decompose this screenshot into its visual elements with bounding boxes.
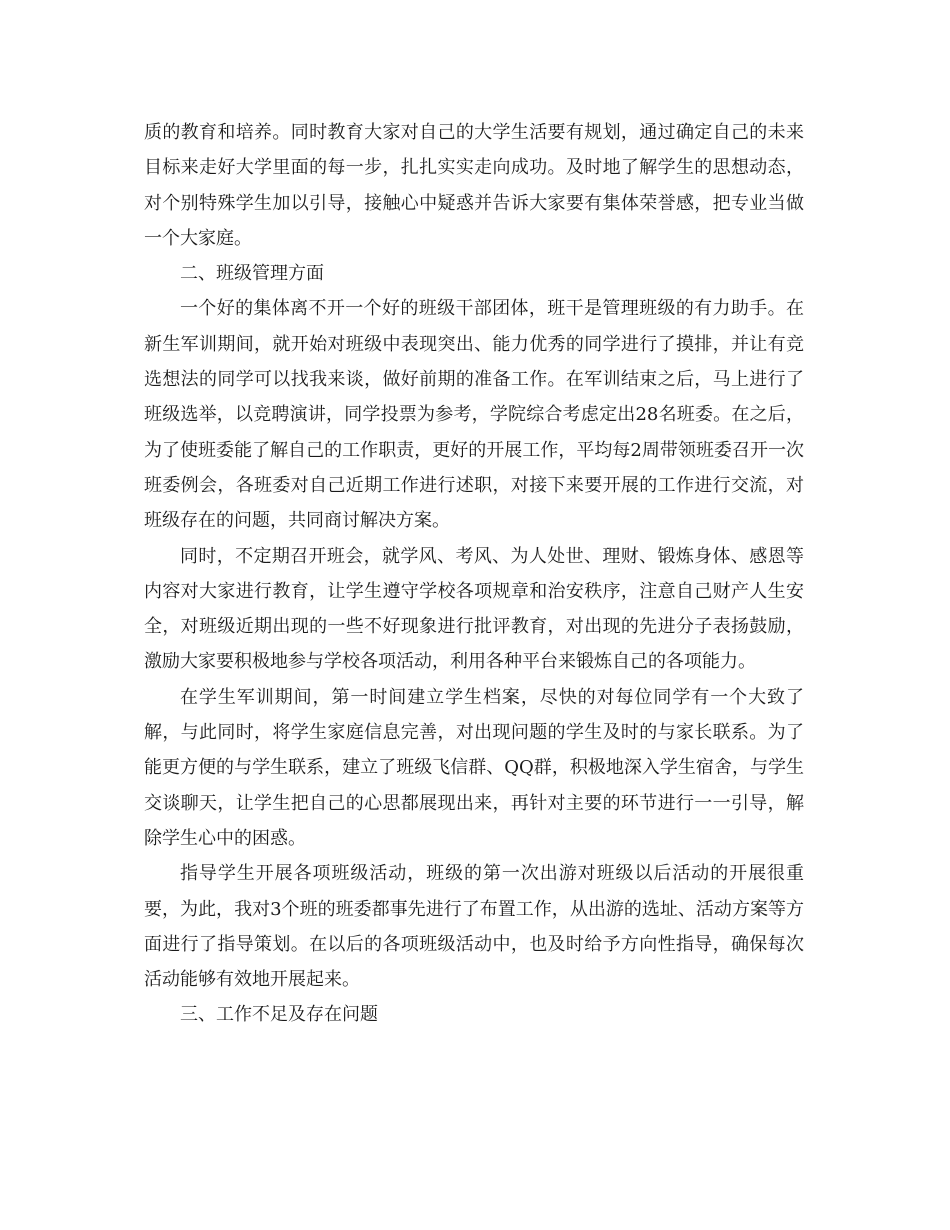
paragraph-class-activities: 指导学生开展各项班级活动，班级的第一次出游对班级以后活动的开展很重要，为此，我对3个班的班委都事先进行了布置工作，从出游的选址、活动方案等方面进行了指导策划。在以后的各项班级活动中，也及时给予方向性指导，确保每次活动能够有效地开展起来。 xyxy=(144,863,804,991)
section-heading-shortcomings: 三、工作不足及存在问题 xyxy=(180,1004,378,1026)
document-body xyxy=(144,115,804,1033)
section-heading-class-management: 二、班级管理方面 xyxy=(180,263,324,285)
paragraph-student-records: 在学生军训期间，第一时间建立学生档案，尽快的对每位同学有一个大致了解，与此同时，将学生家庭信息完善，对出现问题的学生及时的与家长联系。为了能更方便的与学生联系，建立了班级飞信群、QQ群，积极地深入学生宿舍，与学生交谈聊天，让学生把自己的心思都展现出来，再针对主要的环节进行一一引导，解除学生心中的困惑。 xyxy=(144,686,804,849)
paragraph-class-cadres: 一个好的集体离不开一个好的班级干部团体，班干是管理班级的有力助手。在新生军训期间，就开始对班级中表现突出、能力优秀的同学进行了摸排，并让有竞选想法的同学可以找我来谈，做好前期的准备工作。在军训结束之后，马上进行了班级选举，以竞聘演讲，同学投票为参考，学院综合考虑定出28名班委。在之后，为了使班委能了解自己的工作职责，更好的开展工作，平均每2周带领班委召开一次班委例会，各班委对自己近期工作进行述职，对接下来要开展的工作进行交流，对班级存在的问题，共同商讨解决方案。 xyxy=(144,298,804,532)
paragraph-continuation: 质的教育和培养。同时教育大家对自己的大学生活要有规划，通过确定自己的未来目标来走好大学里面的每一步，扎扎实实走向成功。及时地了解学生的思想动态，对个别特殊学生加以引导，接触心中疑惑并告诉大家要有集体荣誉感，把专业当做一个大家庭。 xyxy=(144,122,804,249)
paragraph-class-meetings: 同时，不定期召开班会，就学风、考风、为人处世、理财、锻炼身体、感恩等内容对大家进行教育，让学生遵守学校各项规章和治安秩序，注意自己财产人生安全，对班级近期出现的一些不好现象进行批评教育，对出现的先进分子表扬鼓励，激励大家要积极地参与学校各项活动，利用各种平台来锻炼自己的各项能力。 xyxy=(144,545,804,673)
